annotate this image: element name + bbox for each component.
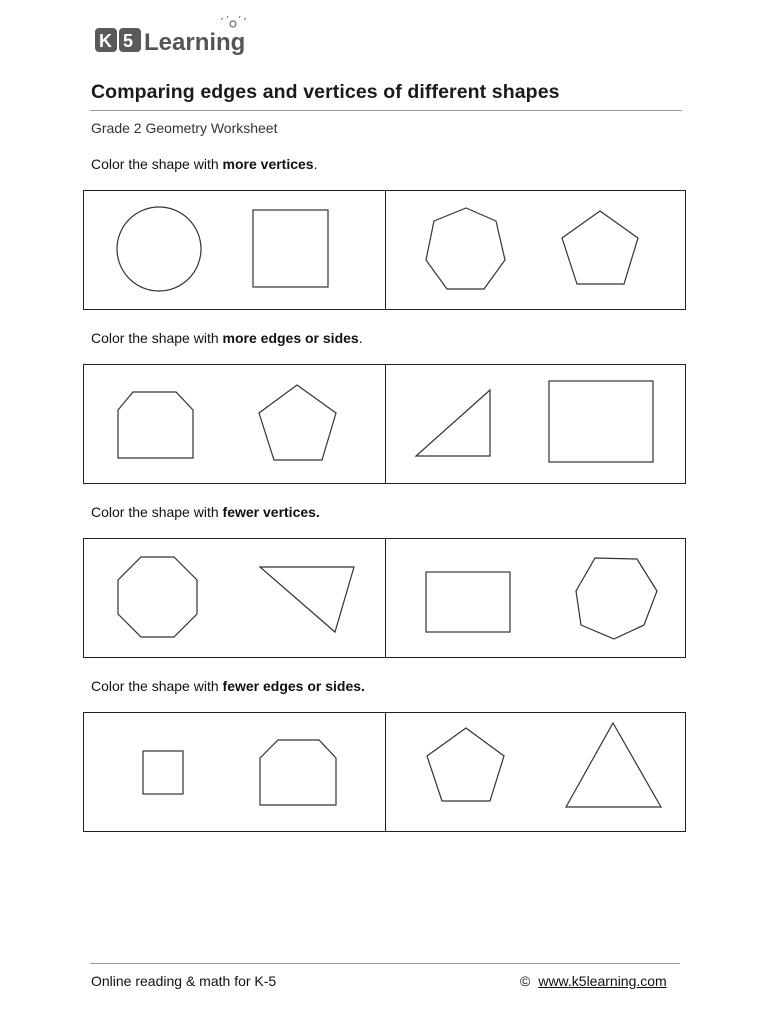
heptagon-shape[interactable] (576, 558, 657, 639)
svg-text:Learning: Learning (144, 29, 246, 56)
copyright-symbol: © (520, 973, 531, 989)
right-triangle-shape[interactable] (416, 390, 490, 456)
svg-text:K: K (99, 31, 112, 51)
question-3-instruction (91, 504, 320, 520)
pentagon-shape[interactable] (562, 211, 638, 284)
heptagon-shape[interactable] (426, 208, 505, 289)
instruction-emphasis: more vertices (222, 156, 314, 172)
instruction-emphasis: more edges or sides (222, 330, 359, 346)
instruction-emphasis: fewer vertices. (222, 504, 320, 520)
question-1-panel (83, 190, 686, 310)
triangle-shape[interactable] (260, 567, 354, 632)
question-3-shapes (84, 539, 685, 657)
rectangle-shape[interactable] (549, 381, 653, 462)
footer-tagline: Online reading & math for K-5 (91, 973, 277, 989)
instruction-text: Color the shape with (91, 330, 223, 346)
question-4-panel (83, 712, 686, 832)
k5-learning-logo (93, 16, 263, 60)
question-2-shapes (84, 365, 685, 483)
circle-shape[interactable] (117, 207, 201, 291)
worksheet-title: Comparing edges and vertices of different shapes (91, 81, 560, 103)
cut-corner-hexagon-shape[interactable] (118, 392, 193, 458)
question-2-panel (83, 364, 686, 484)
instruction-emphasis: fewer edges or sides. (222, 678, 365, 694)
pentagon-shape[interactable] (427, 728, 504, 801)
square-shape[interactable] (253, 210, 328, 287)
svg-text:5: 5 (123, 31, 134, 51)
question-1-instruction (91, 156, 317, 172)
instruction-text: Color the shape with (91, 678, 223, 694)
question-3-panel (83, 538, 686, 658)
website-link[interactable]: www.k5learning.com (538, 973, 667, 989)
instruction-text: Color the shape with (91, 504, 223, 520)
question-2-instruction (91, 330, 363, 346)
question-1-shapes (84, 191, 685, 309)
title-divider (90, 110, 682, 111)
footer-credit (520, 973, 667, 989)
pentagon-shape[interactable] (259, 385, 336, 460)
octagon-shape[interactable] (118, 557, 197, 637)
footer-divider (90, 963, 680, 964)
question-4-instruction (91, 678, 365, 694)
small-square-shape[interactable] (143, 751, 183, 794)
rectangle-shape[interactable] (426, 572, 510, 632)
triangle-shape[interactable] (566, 723, 661, 807)
logo-graphic (93, 16, 263, 60)
instruction-suffix: . (313, 156, 318, 172)
cut-corner-hexagon-shape[interactable] (260, 740, 336, 805)
instruction-text: Color the shape with (91, 156, 223, 172)
instruction-suffix: . (358, 330, 363, 346)
question-4-shapes (84, 713, 685, 831)
worksheet-subtitle: Grade 2 Geometry Worksheet (91, 120, 278, 136)
